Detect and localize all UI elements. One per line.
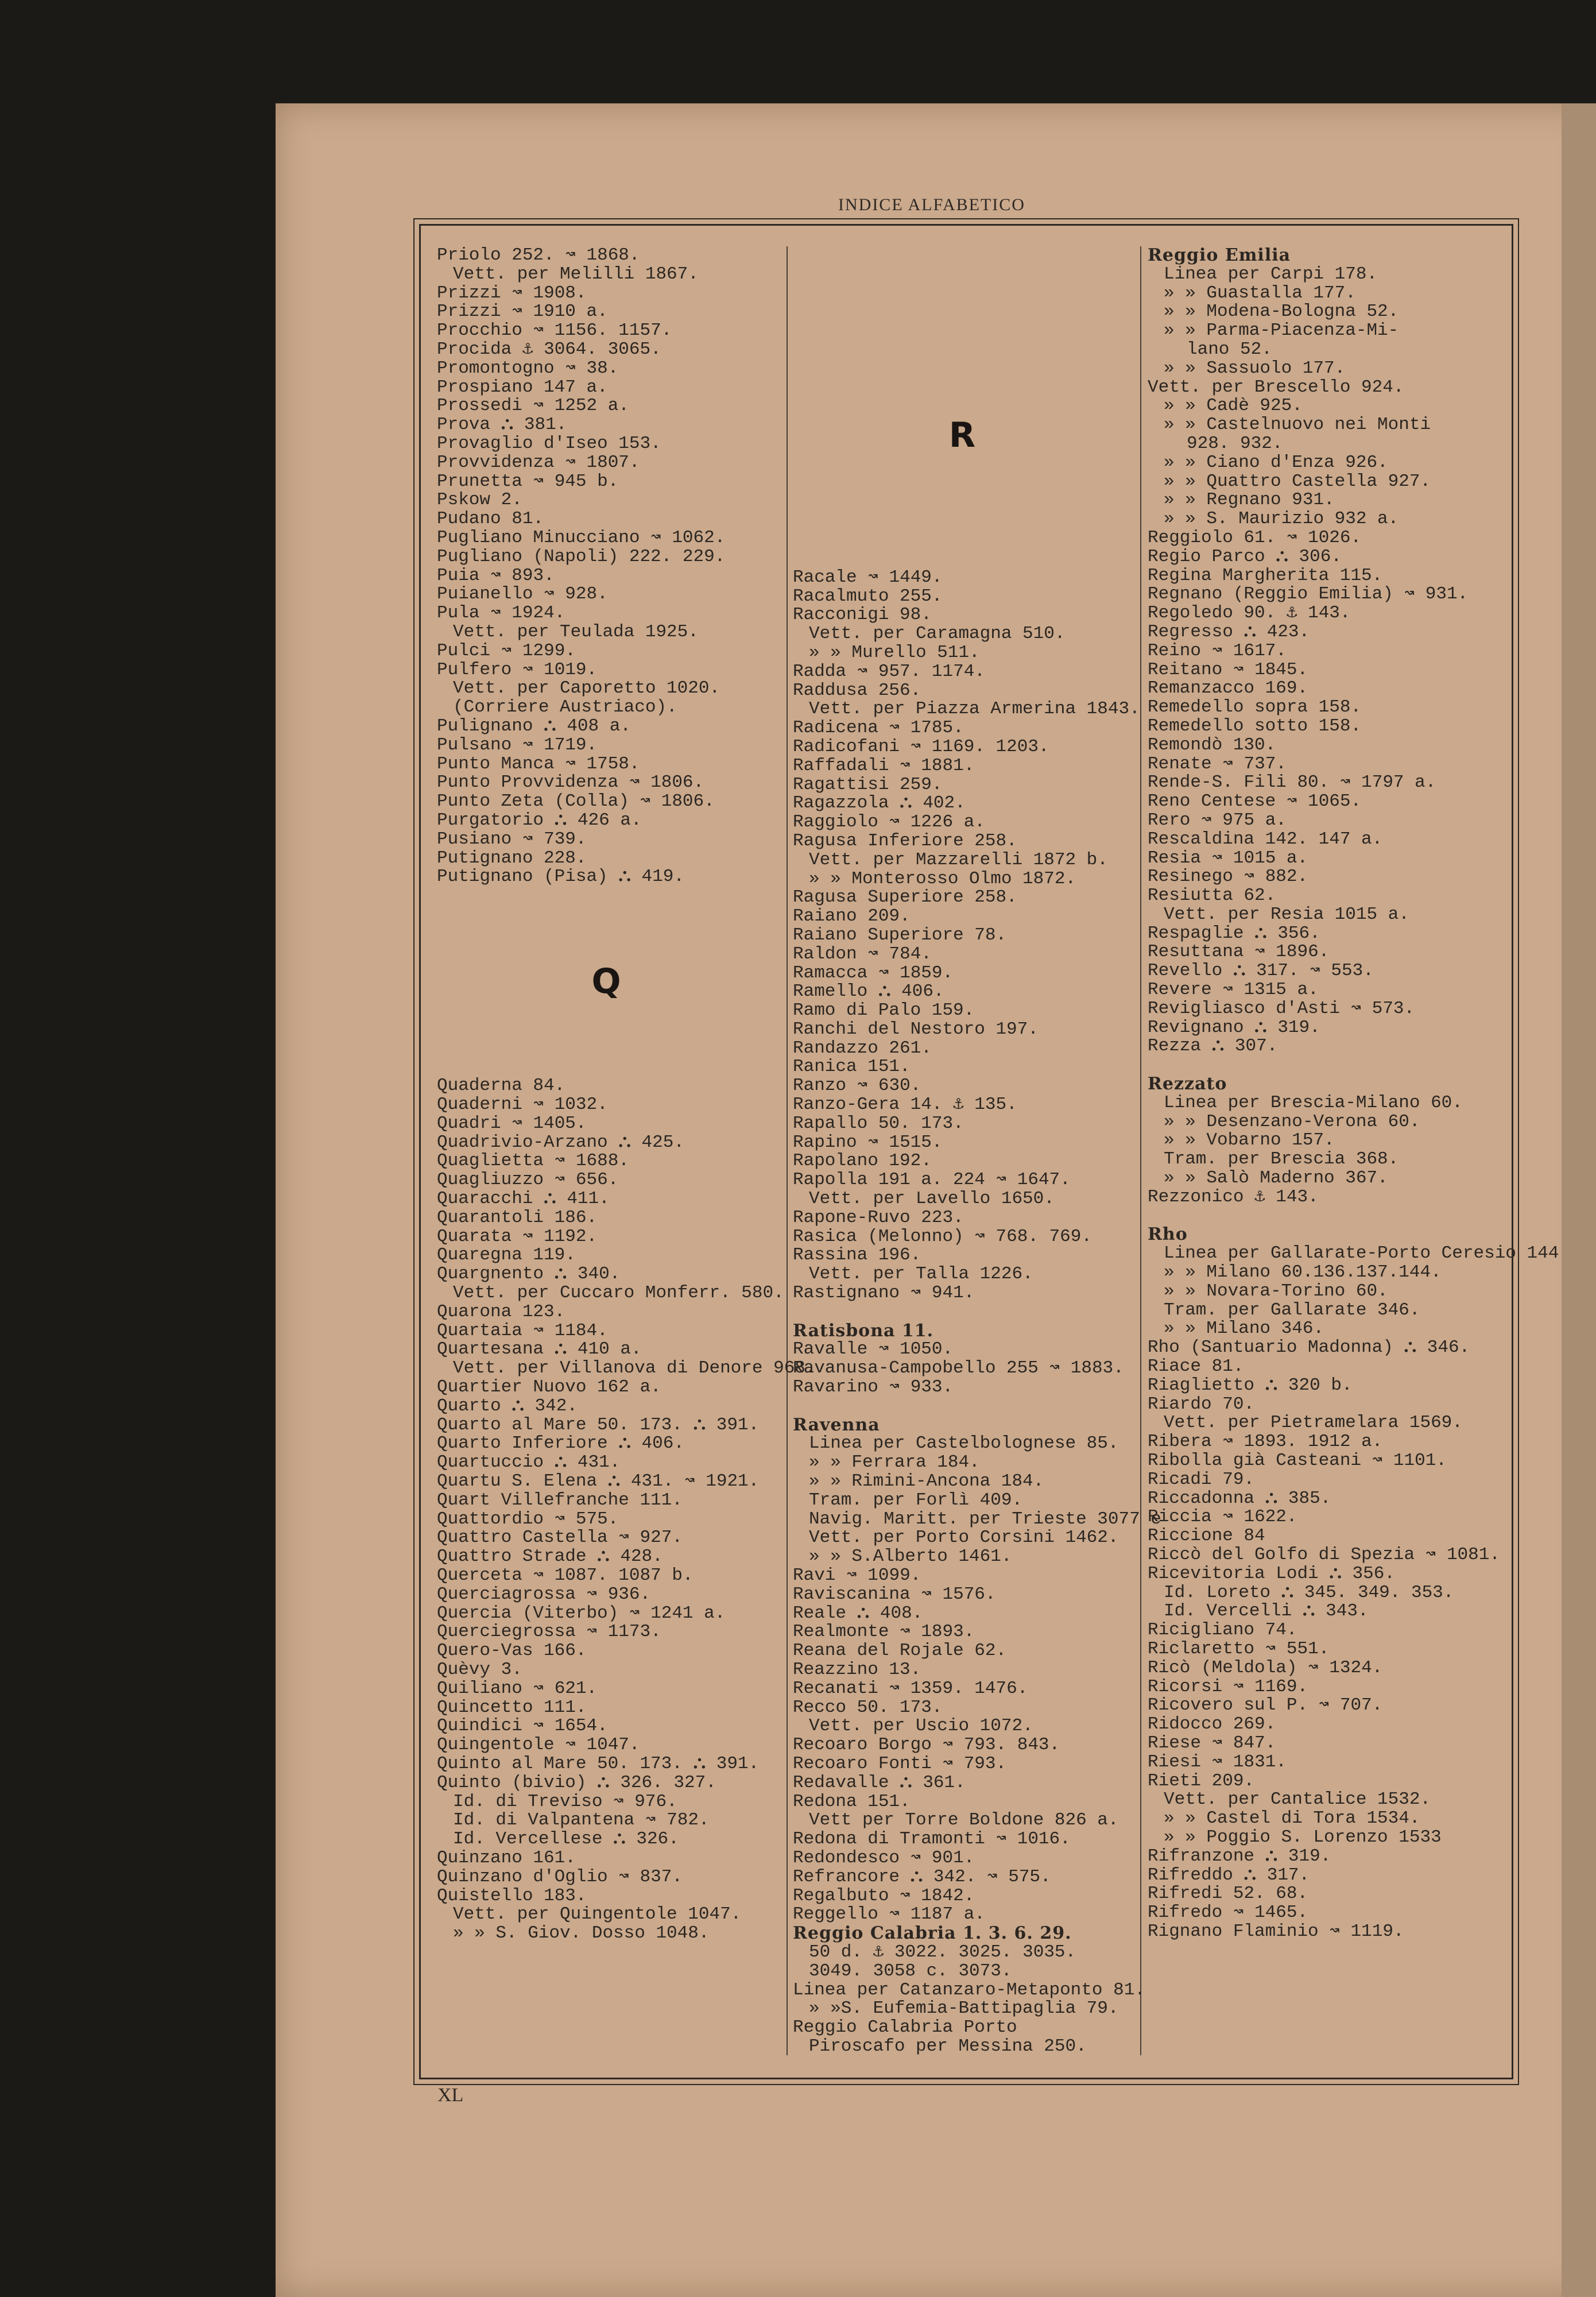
index-entry: Resia ↝ 1015 a.: [1148, 848, 1308, 868]
spacer: [793, 550, 1132, 569]
index-entry: Reino ↝ 1617.: [1148, 640, 1287, 661]
index-entry: Quinzano d'Oglio ↝ 837.: [437, 1866, 683, 1887]
index-entry: » » Regnano 931.: [1164, 490, 1335, 511]
index-entry: » » Murello 511.: [809, 642, 980, 663]
index-entry: Riaglietto ⛬ 320 b.: [1148, 1375, 1353, 1395]
index-entry: Raiano 209.: [793, 906, 911, 927]
index-entry: Vett. per Brescello 924.: [1148, 377, 1404, 397]
index-entry: » »S. Eufemia-Battipaglia 79.: [809, 1998, 1119, 2019]
index-entry: Quarto ⛬ 342.: [437, 1395, 578, 1416]
index-entry: Putignano (Pisa) ⛬ 419.: [437, 867, 684, 887]
page-header: INDICE ALFABETICO: [838, 195, 1025, 214]
index-entry: Remedello sotto 158.: [1148, 716, 1362, 736]
index-entry: Reale ⛬ 408.: [793, 1603, 923, 1623]
index-entry: Rasica (Melonno) ↝ 768. 769.: [793, 1226, 1092, 1247]
index-entry: Reggiolo 61. ↝ 1026.: [1148, 527, 1362, 548]
index-entry: Promontogno ↝ 38.: [437, 358, 619, 378]
index-entry: Realmonte ↝ 1893.: [793, 1622, 975, 1642]
index-entry: Quagliuzzo ↝ 656.: [437, 1170, 619, 1190]
index-entry: Linea per Castelbolognese 85.: [809, 1433, 1119, 1454]
index-entry: lano 52.: [1187, 339, 1272, 359]
index-entry: Raggiolo ↝ 1226 a.: [793, 812, 985, 833]
page-edge: [1562, 103, 1596, 2297]
index-entry: Regoledo 90. ⚓ 143.: [1148, 603, 1351, 624]
index-entry: Redona 151.: [793, 1791, 911, 1812]
index-entry: Quiliano ↝ 621.: [437, 1678, 598, 1699]
index-heading: Ravenna: [793, 1414, 880, 1435]
index-entry: Quarto Inferiore ⛬ 406.: [437, 1433, 684, 1454]
index-entry: Vett. per Melilli 1867.: [453, 264, 699, 284]
index-entry: Quindici ↝ 1654.: [437, 1716, 608, 1737]
spacer: [793, 284, 1132, 303]
index-entry: Quartaia ↝ 1184.: [437, 1320, 608, 1341]
index-entry: Regina Margherita 115.: [1148, 565, 1383, 586]
spacer: [793, 1397, 1132, 1416]
index-entry: Ragattisi 259.: [793, 774, 943, 795]
index-entry: Linea per Catanzaro-Metaponto 81.: [793, 1979, 1145, 2000]
index-entry: Resiutta 62.: [1148, 885, 1276, 906]
index-entry: Linea per Carpi 178.: [1164, 264, 1378, 284]
index-entry: Quarto al Mare 50. 173. ⛬ 391.: [437, 1414, 760, 1435]
index-entry: Punto Provvidenza ↝ 1806.: [437, 772, 704, 793]
index-entry: Rassina 196.: [793, 1245, 921, 1266]
index-entry: Querceta ↝ 1087. 1087 b.: [437, 1565, 694, 1586]
index-entry: Ragusa Inferiore 258.: [793, 830, 1017, 851]
index-entry: Ranzo ↝ 630.: [793, 1076, 921, 1096]
index-entry: Priolo 252. ↝ 1868.: [437, 245, 640, 265]
index-entry: Pusiano ↝ 739.: [437, 829, 587, 849]
index-entry: Quaregna 119.: [437, 1245, 576, 1266]
index-entry: Tram. per Brescia 368.: [1164, 1149, 1399, 1170]
spacer: [437, 1039, 776, 1058]
index-entry: Rescaldina 142. 147 a.: [1148, 829, 1383, 849]
index-entry: » » Ferrara 184.: [809, 1452, 980, 1473]
index-entry: Reana del Rojale 62.: [793, 1641, 1007, 1661]
index-entry: Ranica 151.: [793, 1057, 911, 1077]
index-entry: Vett. per Lavello 1650.: [809, 1189, 1055, 1209]
index-entry: Quincetto 111.: [437, 1697, 587, 1718]
index-entry: » » Salò Maderno 367.: [1164, 1168, 1388, 1189]
index-entry: Regio Parco ⛬ 306.: [1148, 546, 1342, 567]
index-entry: Riese ↝ 847.: [1148, 1733, 1276, 1753]
index-entry: Prizzi ↝ 1910 a.: [437, 301, 608, 322]
index-column-2: [793, 246, 1161, 2056]
index-entry: 50 d. ⚓ 3022. 3025. 3035.: [809, 1942, 1076, 1962]
index-entry: Rifredo ↝ 1465.: [1148, 1902, 1308, 1923]
index-entry: Revere ↝ 1315 a.: [1148, 980, 1319, 1000]
index-entry: Revignano ⛬ 319.: [1148, 1017, 1320, 1038]
index-entry: Resuttana ↝ 1896.: [1148, 942, 1330, 962]
index-entry: Randazzo 261.: [793, 1038, 932, 1058]
index-entry: Vett. per Piazza Armerina 1843.: [809, 699, 1140, 720]
index-entry: » » Milano 346.: [1164, 1318, 1324, 1339]
index-entry: Quartier Nuovo 162 a.: [437, 1377, 661, 1398]
index-entry: Redavalle ⛬ 361.: [793, 1772, 966, 1793]
index-entry: Recco 50. 173.: [793, 1697, 943, 1718]
index-entry: Quaderna 84.: [437, 1076, 565, 1096]
index-frame: [419, 224, 1559, 2079]
page-number: XL: [437, 2085, 464, 2106]
index-entry: Remondò 130.: [1148, 734, 1276, 755]
index-entry: Quinzano 161.: [437, 1847, 576, 1868]
index-entry: Prossedi ↝ 1252 a.: [437, 396, 629, 416]
index-entry: Prunetta ↝ 945 b.: [437, 471, 619, 492]
index-entry: Quattro Castella ↝ 927.: [437, 1528, 683, 1548]
index-entry: Vett. per Talla 1226.: [809, 1264, 1033, 1285]
index-entry: Ragusa Superiore 258.: [793, 887, 1017, 908]
index-entry: Rapone-Ruvo 223.: [793, 1207, 964, 1228]
index-entry: Vett. per Caporetto 1020.: [453, 678, 720, 699]
spacer: [793, 246, 1132, 265]
index-entry: Quingentole ↝ 1047.: [437, 1735, 640, 1755]
index-entry: » » Desenzano-Verona 60.: [1164, 1111, 1420, 1132]
index-entry: Rapolla 191 a. 224 ↝ 1647.: [793, 1170, 1071, 1190]
index-entry: Quattro Strade ⛬ 428.: [437, 1546, 663, 1567]
index-entry: Vett. per Quingentole 1047.: [453, 1904, 742, 1925]
index-entry: Prospiano 147 a.: [437, 377, 608, 397]
index-entry: Ramello ⛬ 406.: [793, 981, 944, 1002]
index-entry: Prizzi ↝ 1908.: [437, 283, 587, 303]
index-entry: Ranzo-Gera 14. ⚓ 135.: [793, 1095, 1017, 1115]
index-entry: Quaglietta ↝ 1688.: [437, 1151, 629, 1171]
index-entry: Tram. per Gallarate 346.: [1164, 1300, 1420, 1320]
index-entry: » » Modena-Bologna 52.: [1164, 301, 1399, 322]
index-entry: Raldon ↝ 784.: [793, 943, 932, 964]
index-entry: Vett per Torre Boldone 826 a.: [809, 1810, 1119, 1831]
index-entry: Quinto (bivio) ⛬ 326. 327.: [437, 1772, 716, 1793]
index-entry: Procchio ↝ 1156. 1157.: [437, 320, 672, 341]
index-entry: Ramacca ↝ 1859.: [793, 962, 954, 983]
index-column-3: [1148, 245, 1559, 1942]
index-entry: Reitano ↝ 1845.: [1148, 659, 1308, 680]
spacer: [793, 531, 1132, 550]
index-heading: Ratisbona 11.: [793, 1320, 934, 1341]
index-entry: Pugliano Minucciano ↝ 1062.: [437, 527, 726, 548]
index-entry: Id. di Valpantena ↝ 782.: [453, 1810, 710, 1831]
index-entry: Ragazzola ⛬ 402.: [793, 793, 966, 814]
index-entry: Querciegrossa ↝ 1173.: [437, 1622, 661, 1642]
column-rule: [787, 246, 788, 2055]
index-entry: Pulci ↝ 1299.: [437, 640, 576, 661]
index-entry: Id. Vercelli ⛬ 343.: [1164, 1601, 1369, 1622]
index-entry: Raiano Superiore 78.: [793, 925, 1007, 945]
index-entry: Vett. per Resia 1015 a.: [1164, 904, 1409, 925]
column-rule: [1140, 246, 1141, 2055]
index-entry: Rezza ⛬ 307.: [1148, 1036, 1278, 1057]
index-entry: Rezzonico ⚓ 143.: [1148, 1186, 1319, 1207]
index-entry: » » Poggio S. Lorenzo 1533: [1164, 1827, 1442, 1847]
index-entry: 3049. 3058 c. 3073.: [809, 1960, 1012, 1981]
index-entry: Regresso ⛬ 423.: [1148, 621, 1310, 642]
index-entry: Ravarino ↝ 933.: [793, 1377, 954, 1398]
index-entry: Riccione 84: [1148, 1526, 1265, 1546]
index-entry: Radicofani ↝ 1169. 1203.: [793, 736, 1049, 757]
index-entry: Rho (Santuario Madonna) ⛬ 346.: [1148, 1337, 1470, 1358]
index-entry: Quercia (Viterbo) ↝ 1241 a.: [437, 1603, 726, 1623]
index-entry: Respaglie ⛬ 356.: [1148, 923, 1320, 943]
index-entry: Putignano 228.: [437, 848, 587, 868]
index-entry: Rapolano 192.: [793, 1151, 932, 1171]
index-entry: Riardo 70.: [1148, 1394, 1255, 1414]
index-entry: » » Guastalla 177.: [1164, 283, 1356, 303]
index-entry: Quero-Vas 166.: [437, 1641, 587, 1661]
index-entry: Riace 81.: [1148, 1356, 1244, 1377]
index-entry: Ricorsi ↝ 1169.: [1148, 1676, 1308, 1697]
spacer: [793, 359, 1132, 378]
index-entry: Pula ↝ 1924.: [437, 603, 565, 624]
index-entry: Remanzacco 169.: [1148, 678, 1308, 699]
index-entry: Pugliano (Napoli) 222. 229.: [437, 546, 726, 567]
index-entry: Quart Villefranche 111.: [437, 1490, 683, 1510]
index-entry: Vett. per Cuccaro Monferr. 580.: [453, 1283, 784, 1304]
index-entry: » » S. Maurizio 932 a.: [1164, 509, 1399, 529]
spacer: [793, 341, 1132, 359]
spacer: [437, 906, 776, 925]
index-entry: Riccò del Golfo di Spezia ↝ 1081.: [1148, 1544, 1500, 1565]
index-entry: Redondesco ↝ 901.: [793, 1847, 975, 1868]
index-entry: Ricò (Meldola) ↝ 1324.: [1148, 1657, 1383, 1678]
index-entry: Linea per Gallarate-Porto Ceresio 144: [1164, 1243, 1559, 1264]
index-entry: » » Castel di Tora 1534.: [1164, 1808, 1420, 1829]
index-entry: » » Ciano d'Enza 926.: [1164, 452, 1388, 473]
index-entry: Quattordio ↝ 575.: [437, 1509, 619, 1529]
index-entry: » » Parma-Piacenza-Mi-: [1164, 320, 1399, 341]
index-entry: Purgatorio ⛬ 426 a.: [437, 810, 642, 830]
spacer: [793, 265, 1132, 284]
index-entry: Puia ↝ 893.: [437, 565, 555, 586]
index-entry: Quaracchi ⛬ 411.: [437, 1189, 610, 1209]
index-entry: Riclaretto ↝ 551.: [1148, 1638, 1330, 1659]
index-entry: Revigliasco d'Asti ↝ 573.: [1148, 998, 1415, 1019]
index-entry: Ravi ↝ 1099.: [793, 1565, 921, 1586]
index-entry: Quadrivio-Arzano ⛬ 425.: [437, 1132, 684, 1153]
index-entry: Racalmuto 255.: [793, 586, 943, 606]
index-entry: Ricadi 79.: [1148, 1469, 1255, 1490]
index-entry: Ricigliano 74.: [1148, 1620, 1297, 1641]
index-entry: Recoaro Fonti ↝ 793.: [793, 1753, 1007, 1774]
index-entry: Rignano Flaminio ↝ 1119.: [1148, 1921, 1404, 1942]
index-entry: » » Rimini-Ancona 184.: [809, 1471, 1044, 1492]
spacer: [793, 512, 1132, 531]
index-entry: Provvidenza ↝ 1807.: [437, 452, 640, 473]
spacer: [793, 1303, 1132, 1322]
index-entry: Id. Vercellese ⛬ 326.: [453, 1829, 679, 1850]
index-entry: Querciagrossa ↝ 936.: [437, 1584, 651, 1604]
index-entry: Reno Centese ↝ 1065.: [1148, 791, 1362, 812]
index-entry: (Corriere Austriaco).: [453, 697, 677, 718]
index-entry: Vett. per Pietramelara 1569.: [1164, 1413, 1463, 1433]
index-entry: Renate ↝ 737.: [1148, 753, 1287, 774]
index-entry: » » Monterosso Olmo 1872.: [809, 868, 1076, 889]
index-entry: Vett. per Caramagna 510.: [809, 624, 1066, 644]
index-entry: Rapallo 50. 173.: [793, 1113, 964, 1134]
index-entry: Procida ⚓ 3064. 3065.: [437, 339, 661, 359]
index-entry: Recanati ↝ 1359. 1476.: [793, 1678, 1028, 1699]
index-entry: Ricovero sul P. ↝ 707.: [1148, 1695, 1383, 1716]
index-entry: Ridocco 269.: [1148, 1714, 1276, 1735]
index-entry: Rero ↝ 975 a.: [1148, 810, 1287, 830]
index-entry: Pulsano ↝ 1719.: [437, 734, 598, 755]
index-heading: Reggio Calabria 1. 3. 6. 29.: [793, 1923, 1072, 1944]
index-entry: Redona di Tramonti ↝ 1016.: [793, 1829, 1071, 1850]
section-letter: Q: [591, 961, 621, 1002]
index-entry: Ramo di Palo 159.: [793, 1000, 975, 1021]
index-heading: Rho: [1148, 1224, 1188, 1245]
index-entry: Quaderni ↝ 1032.: [437, 1095, 608, 1115]
index-entry: Quistello 183.: [437, 1885, 587, 1906]
index-entry: Pudano 81.: [437, 509, 544, 529]
index-entry: Rapino ↝ 1515.: [793, 1132, 943, 1153]
index-entry: Ravanusa-Campobello 255 ↝ 1883.: [793, 1358, 1124, 1379]
spacer: [437, 887, 776, 906]
index-entry: Quarata ↝ 1192.: [437, 1226, 598, 1247]
index-entry: Rifranzone ⛬ 319.: [1148, 1846, 1331, 1866]
index-entry: Riccadonna ⛬ 385.: [1148, 1488, 1331, 1509]
spacer: [1148, 1207, 1486, 1226]
index-entry: Racale ↝ 1449.: [793, 567, 943, 587]
index-entry: Recoaro Borgo ↝ 793. 843.: [793, 1735, 1060, 1755]
document-page: [276, 103, 1596, 2297]
index-entry: Radicena ↝ 1785.: [793, 718, 964, 738]
spacer: [1148, 1056, 1486, 1075]
index-entry: Revello ⛬ 317. ↝ 553.: [1148, 961, 1374, 981]
index-entry: Ribera ↝ 1893. 1912 a.: [1148, 1432, 1383, 1452]
index-entry: Refrancore ⛬ 342. ↝ 575.: [793, 1866, 1051, 1887]
index-entry: 928. 932.: [1187, 433, 1283, 454]
index-entry: Puianello ↝ 928.: [437, 584, 608, 605]
index-entry: Resinego ↝ 882.: [1148, 867, 1308, 887]
index-entry: Pskow 2.: [437, 490, 522, 511]
index-entry: Quinto al Mare 50. 173. ⛬ 391.: [437, 1753, 760, 1774]
index-entry: Regalbuto ↝ 1842.: [793, 1885, 975, 1906]
index-entry: Punto Manca ↝ 1758.: [437, 753, 640, 774]
index-entry: Regnano (Reggio Emilia) ↝ 931.: [1148, 584, 1469, 605]
index-entry: Radda ↝ 957. 1174.: [793, 661, 985, 682]
index-entry: » » Quattro Castella 927.: [1164, 471, 1431, 492]
index-entry: » » S.Alberto 1461.: [809, 1546, 1012, 1567]
index-entry: Riccia ↝ 1622.: [1148, 1507, 1297, 1528]
spacer: [793, 322, 1132, 341]
spacer: [793, 493, 1132, 512]
index-entry: Vett. per Mazzarelli 1872 b.: [809, 849, 1108, 870]
index-entry: Ricevitoria Lodi ⛬ 356.: [1148, 1563, 1395, 1584]
index-entry: Reggio Calabria Porto: [793, 2017, 1017, 2038]
index-column-1: [437, 245, 816, 1944]
index-entry: Rifreddo ⛬ 317.: [1148, 1865, 1310, 1885]
index-entry: Quèvy 3.: [437, 1659, 522, 1680]
index-entry: Piroscafo per Messina 250.: [809, 2036, 1087, 2056]
index-entry: Riesi ↝ 1831.: [1148, 1751, 1287, 1772]
index-entry: Rende-S. Fili 80. ↝ 1797 a.: [1148, 772, 1436, 793]
index-entry: Pulignano ⛬ 408 a.: [437, 716, 631, 736]
index-entry: Ribolla già Casteani ↝ 1101.: [1148, 1451, 1447, 1471]
index-entry: » » Cadè 925.: [1164, 396, 1303, 416]
index-entry: Quargnento ⛬ 340.: [437, 1264, 621, 1285]
index-entry: » » Castelnuovo nei Monti: [1164, 415, 1431, 435]
index-entry: » » Sassuolo 177.: [1164, 358, 1346, 378]
index-entry: Rieti 209.: [1148, 1770, 1255, 1791]
index-entry: Rifredi 52. 68.: [1148, 1884, 1308, 1904]
index-entry: Linea per Brescia-Milano 60.: [1164, 1092, 1463, 1113]
index-entry: Raddusa 256.: [793, 680, 921, 701]
index-entry: Ravalle ↝ 1050.: [793, 1339, 954, 1360]
index-entry: Navig. Maritt. per Trieste 3077 e: [809, 1509, 1161, 1529]
index-entry: Quartuccio ⛬ 431.: [437, 1452, 621, 1473]
section-letter: R: [948, 415, 976, 456]
index-entry: » » Milano 60.136.137.144.: [1164, 1262, 1442, 1283]
index-entry: Id. di Treviso ↝ 976.: [453, 1791, 677, 1812]
index-entry: Rastignano ↝ 941.: [793, 1283, 975, 1304]
index-entry: Ranchi del Nestoro 197.: [793, 1019, 1039, 1039]
index-entry: Raffadali ↝ 1881.: [793, 755, 975, 776]
index-entry: Reggello ↝ 1187 a.: [793, 1904, 985, 1925]
index-entry: » » S. Giov. Dosso 1048.: [453, 1923, 710, 1944]
index-entry: Provaglio d'Iseo 153.: [437, 433, 661, 454]
spacer: [793, 303, 1132, 322]
index-entry: Quarantoli 186.: [437, 1207, 598, 1228]
spacer: [437, 1058, 776, 1077]
index-entry: Vett. per Teulada 1925.: [453, 621, 699, 642]
index-entry: Pulfero ↝ 1019.: [437, 659, 598, 680]
index-entry: » » Vobarno 157.: [1164, 1130, 1335, 1151]
index-entry: Vett. per Cantalice 1532.: [1164, 1789, 1431, 1810]
index-entry: Remedello sopra 158.: [1148, 697, 1362, 718]
index-heading: Reggio Emilia: [1148, 245, 1291, 265]
index-heading: Rezzato: [1148, 1074, 1227, 1095]
index-entry: Punto Zeta (Colla) ↝ 1806.: [437, 791, 715, 812]
index-entry: Quartu S. Elena ⛬ 431. ↝ 1921.: [437, 1471, 760, 1492]
index-entry: Prova ⛬ 381.: [437, 415, 567, 435]
index-entry: Vett. per Uscio 1072.: [809, 1716, 1033, 1737]
index-entry: » » Novara-Torino 60.: [1164, 1281, 1388, 1301]
index-entry: Raviscanina ↝ 1576.: [793, 1584, 996, 1604]
index-entry: Racconigi 98.: [793, 605, 932, 625]
index-entry: Quartesana ⛬ 410 a.: [437, 1339, 642, 1360]
index-entry: Tram. per Forlì 409.: [809, 1490, 1023, 1510]
index-entry: Vett. per Villanova di Denore 968.: [453, 1358, 816, 1379]
index-entry: Quarona 123.: [437, 1301, 565, 1322]
index-entry: Reazzino 13.: [793, 1659, 921, 1680]
index-entry: Vett. per Porto Corsini 1462.: [809, 1528, 1119, 1548]
index-entry: Id. Loreto ⛬ 345. 349. 353.: [1164, 1582, 1454, 1603]
index-entry: Quadri ↝ 1405.: [437, 1113, 587, 1134]
